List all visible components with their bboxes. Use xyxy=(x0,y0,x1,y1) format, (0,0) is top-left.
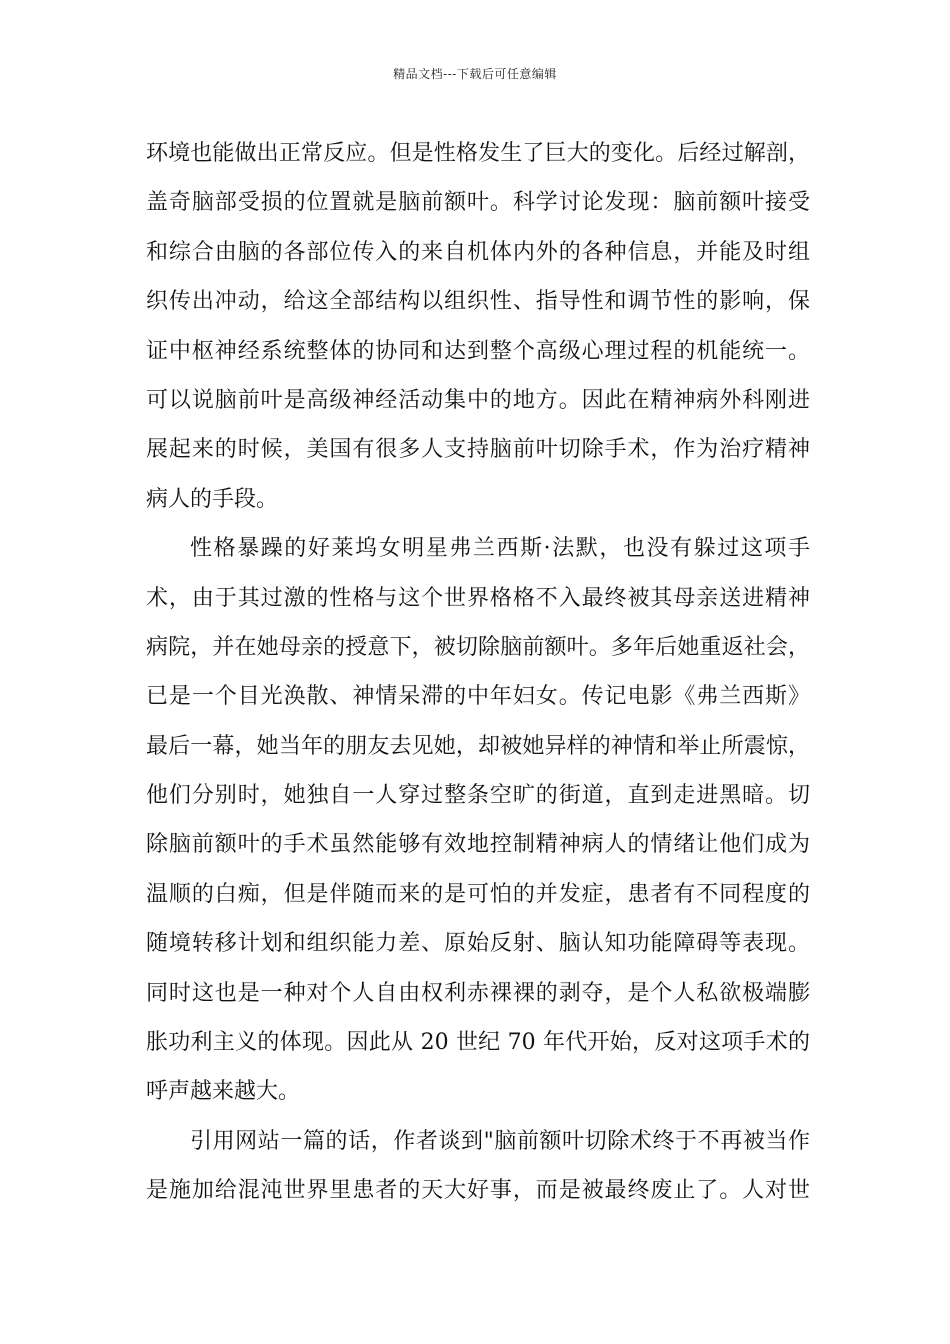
text-line: 是施加给混沌世界里患者的天大好事，而是被最终废止了。人对世 xyxy=(146,1178,810,1204)
text-line: 术，由于其过激的性格与这个世界格格不入最终被其母亲送进精神 xyxy=(146,585,810,611)
text-line: 病院，并在她母亲的授意下，被切除脑前额叶。多年后她重返社会， xyxy=(146,634,810,660)
text-line: 呼声越来越大。 xyxy=(146,1079,301,1105)
text-line: 展起来的时候，美国有很多人支持脑前叶切除手术，作为治疗精神 xyxy=(146,437,810,463)
text-line: 除脑前额叶的手术虽然能够有效地控制精神病人的情绪让他们成为 xyxy=(146,832,810,858)
text-line: 随境转移计划和组织能力差、原始反射、脑认知功能障碍等表现。 xyxy=(146,931,810,957)
text-line: 已是一个目光涣散、神情呆滞的中年妇女。传记电影《弗兰西斯》 xyxy=(146,684,810,710)
text-line: 病人的手段。 xyxy=(146,486,279,512)
text-line: 可以说脑前叶是高级神经活动集中的地方。因此在精神病外科刚进 xyxy=(146,387,810,413)
paragraph xyxy=(146,129,810,524)
text-line: 温顺的白痴，但是伴随而来的是可怕的并发症，患者有不同程度的 xyxy=(146,881,810,907)
paragraph xyxy=(146,1117,810,1216)
text-line: 胀功利主义的体现。因此从 20 世纪 70 年代开始，反对这项手术的 xyxy=(146,1030,810,1056)
text-line: 织传出冲动，给这全部结构以组织性、指导性和调节性的影响，保 xyxy=(146,289,810,315)
text-line: 盖奇脑部受损的位置就是脑前额叶。科学讨论发现：脑前额叶接受 xyxy=(146,190,810,216)
page-header: 精品文档---下载后可任意编辑 xyxy=(393,67,557,81)
document-body xyxy=(146,129,810,1216)
text-line: 性格暴躁的好莱坞女明星弗兰西斯·法默，也没有躲过这项手 xyxy=(190,536,810,562)
text-line: 引用网站一篇的话，作者谈到"脑前额叶切除术终于不再被当作 xyxy=(190,1128,810,1154)
paragraph xyxy=(146,524,810,1117)
text-line: 他们分别时，她独自一人穿过整条空旷的街道，直到走进黑暗。切 xyxy=(146,783,810,809)
text-line: 环境也能做出正常反应。但是性格发生了巨大的变化。后经过解剖， xyxy=(146,141,810,166)
text-line: 证中枢神经系统整体的协同和达到整个高级心理过程的机能统一。 xyxy=(146,338,810,364)
text-line: 同时这也是一种对个人自由权利赤裸裸的剥夺，是个人私欲极端膨 xyxy=(146,980,810,1006)
text-line: 最后一幕，她当年的朋友去见她，却被她异样的神情和举止所震惊， xyxy=(146,733,810,759)
text-line: 和综合由脑的各部位传入的来自机体内外的各种信息，并能及时组 xyxy=(146,239,810,265)
